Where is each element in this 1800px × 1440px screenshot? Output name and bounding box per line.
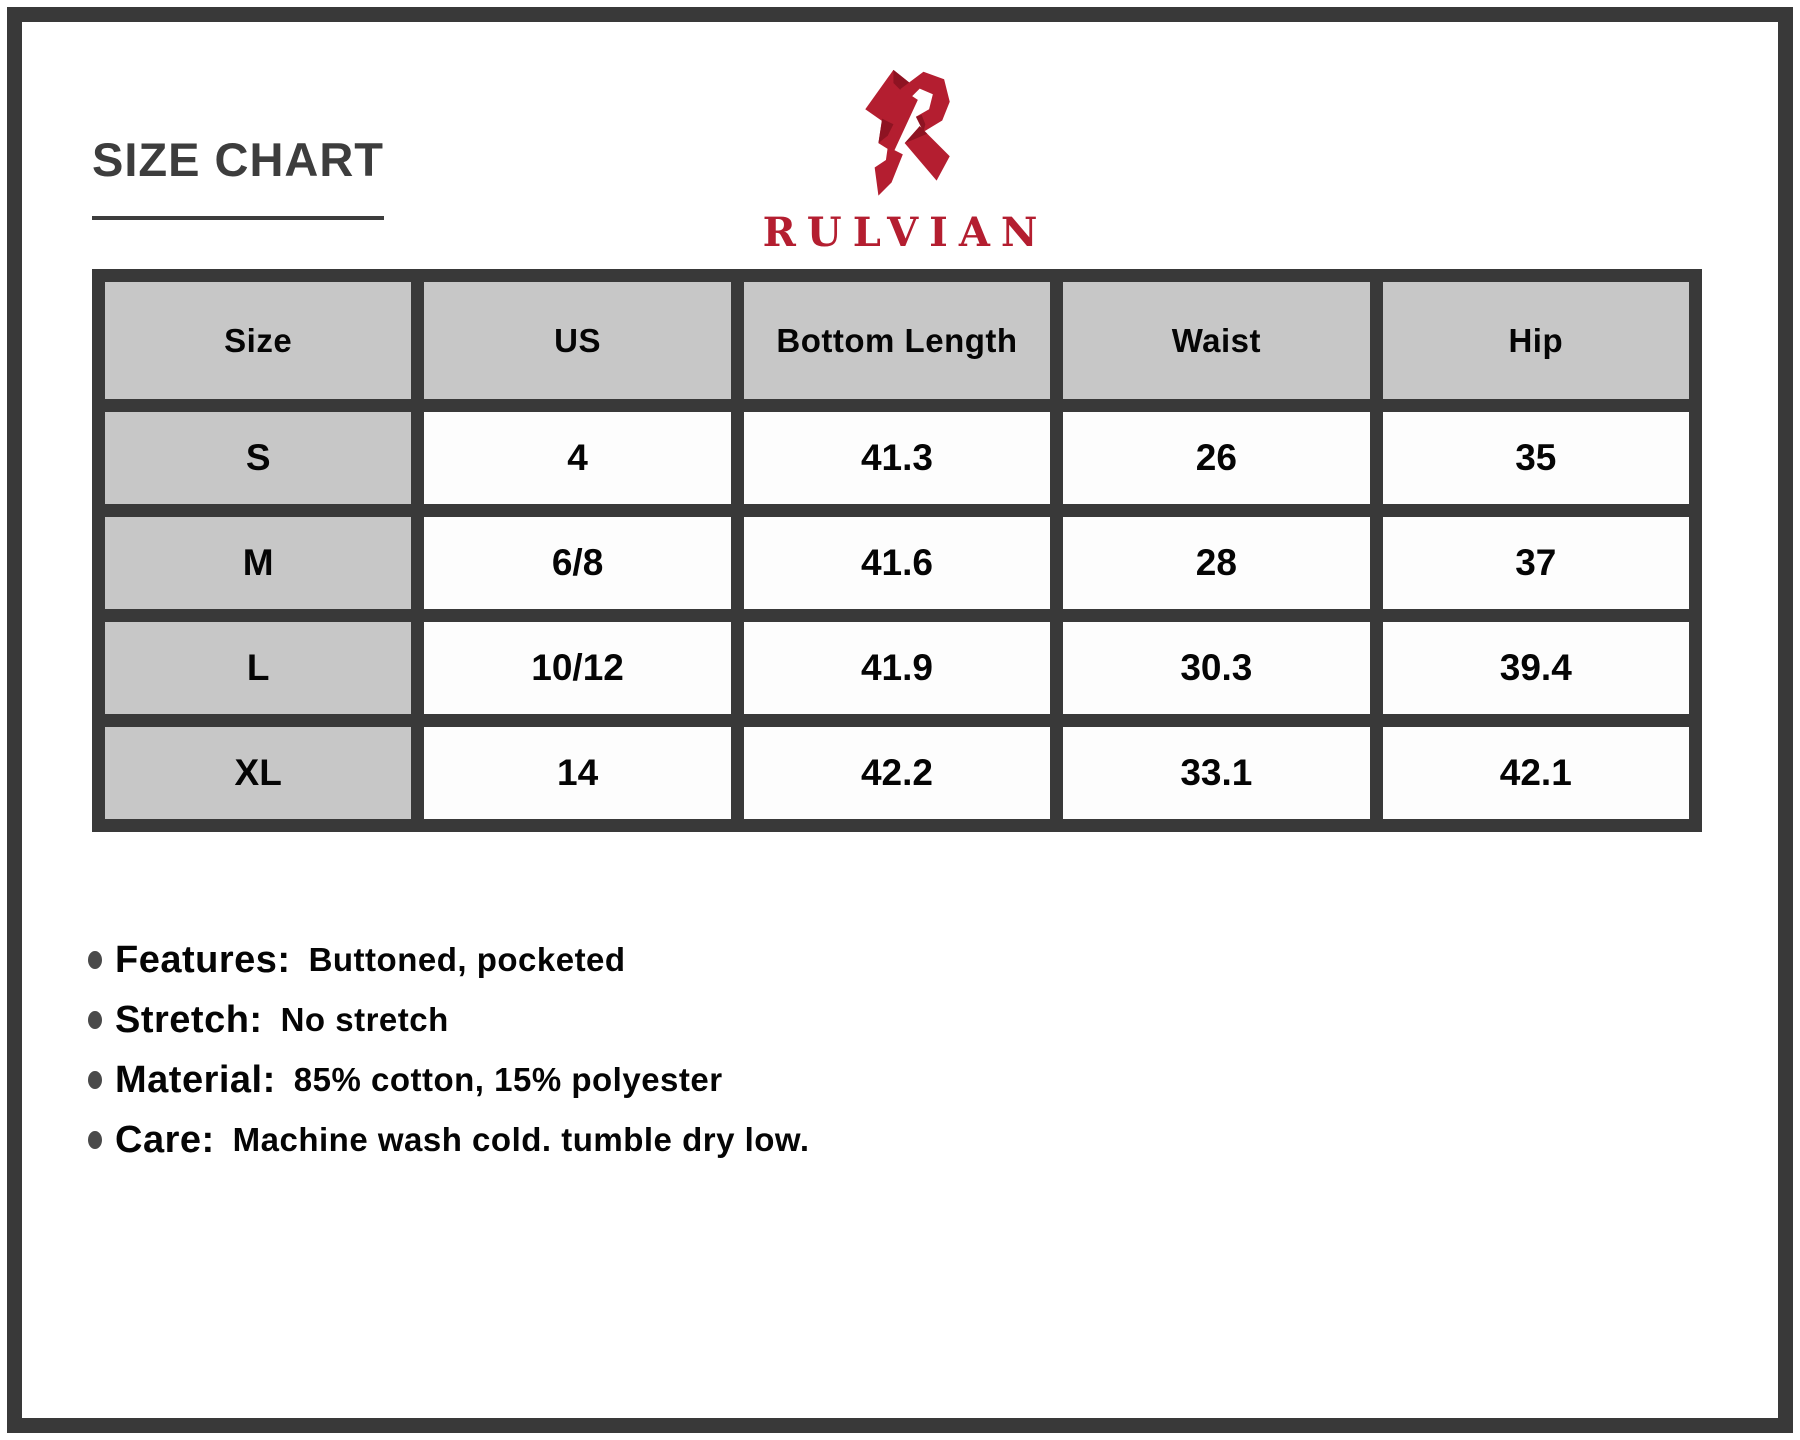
detail-value: 85% cotton, 15% polyester — [293, 1061, 723, 1098]
table-cell: 10/12 — [418, 616, 737, 721]
table-cell: 4 — [418, 406, 737, 511]
product-details-list — [88, 938, 810, 1178]
column-header: Hip — [1376, 276, 1695, 406]
row-header-size: M — [99, 511, 418, 616]
table-cell: 39.4 — [1376, 616, 1695, 721]
table-cell: 41.9 — [737, 616, 1056, 721]
size-chart-table-wrap — [92, 269, 1702, 832]
brand-logo — [0, 58, 1800, 256]
table-row — [99, 511, 1696, 616]
table-cell: 42.1 — [1376, 721, 1695, 826]
page-title: SIZE CHART — [92, 133, 384, 186]
table-cell: 28 — [1057, 511, 1376, 616]
detail-value: No stretch — [280, 1001, 449, 1038]
table-cell: 42.2 — [737, 721, 1056, 826]
detail-row — [88, 1058, 810, 1102]
table-cell: 35 — [1376, 406, 1695, 511]
detail-label: Care: — [115, 1118, 215, 1161]
column-header: Bottom Length — [737, 276, 1056, 406]
table-cell: 37 — [1376, 511, 1695, 616]
table-cell: 41.6 — [737, 511, 1056, 616]
table-header-row — [99, 276, 1696, 406]
table-cell: 26 — [1057, 406, 1376, 511]
bullet-dot-icon — [88, 951, 102, 969]
angular-r-icon — [839, 58, 961, 200]
detail-label: Stretch: — [115, 998, 263, 1041]
table-cell: 30.3 — [1057, 616, 1376, 721]
detail-label: Features: — [115, 938, 291, 981]
size-chart-table — [92, 269, 1702, 832]
table-row — [99, 406, 1696, 511]
detail-row — [88, 998, 810, 1042]
detail-value: Buttoned, pocketed — [308, 941, 626, 978]
row-header-size: L — [99, 616, 418, 721]
table-body — [99, 406, 1696, 826]
detail-row — [88, 1118, 810, 1162]
detail-value: Machine wash cold. tumble dry low. — [232, 1121, 810, 1158]
row-header-size: XL — [99, 721, 418, 826]
brand-name: RULVIAN — [762, 209, 1049, 256]
table-cell: 41.3 — [737, 406, 1056, 511]
table-cell: 14 — [418, 721, 737, 826]
column-header: Size — [99, 276, 418, 406]
column-header: Waist — [1057, 276, 1376, 406]
table-row — [99, 721, 1696, 826]
table-row — [99, 616, 1696, 721]
detail-label: Material: — [115, 1058, 276, 1101]
detail-row — [88, 938, 810, 982]
column-header: US — [418, 276, 737, 406]
bullet-dot-icon — [88, 1131, 102, 1149]
table-cell: 6/8 — [418, 511, 737, 616]
row-header-size: S — [99, 406, 418, 511]
table-cell: 33.1 — [1057, 721, 1376, 826]
bullet-dot-icon — [88, 1071, 102, 1089]
bullet-dot-icon — [88, 1011, 102, 1029]
